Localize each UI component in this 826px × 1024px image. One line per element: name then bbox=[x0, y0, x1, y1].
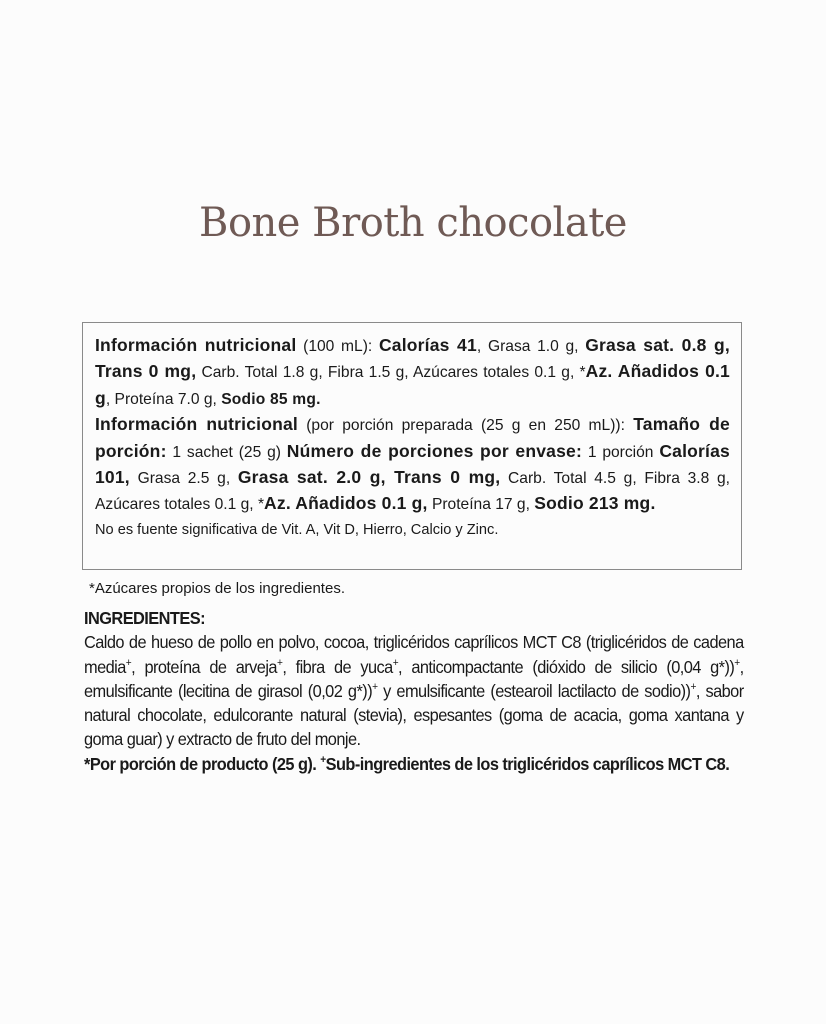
sodium-value: Sodio 213 mg. bbox=[534, 493, 656, 514]
plus-marker: + bbox=[690, 680, 696, 693]
nutrition-facts-box bbox=[82, 322, 742, 570]
nutrition-text: (por porción preparada (25 g en 250 mL)): bbox=[297, 417, 634, 435]
plus-marker: + bbox=[734, 656, 740, 669]
nutrition-text: Proteína 17 g, bbox=[427, 496, 535, 514]
nutrition-heading: Información nutricional bbox=[95, 335, 297, 355]
calories-value: Calorías 101, bbox=[95, 440, 730, 488]
ingredient-text: , emulsificante (lecitina de girasol (0,02 g*)) bbox=[84, 656, 744, 701]
nutrition-text: 1 sachet (25 g) bbox=[166, 443, 287, 461]
servings-label: Número de porciones por envase: bbox=[286, 440, 582, 461]
nutrition-text: Grasa 2.5 g, bbox=[129, 470, 238, 488]
added-sugar-value: Az. Añadidos 0.1 g, bbox=[264, 493, 428, 514]
product-title: Bone Broth chocolate bbox=[199, 200, 627, 246]
ingredient-text: , fibra de yuca bbox=[282, 656, 393, 677]
plus-marker: + bbox=[372, 680, 378, 693]
ingredients-text bbox=[84, 630, 744, 751]
serving-size-label: Tamaño de porción: bbox=[95, 414, 730, 461]
plus-marker: + bbox=[320, 753, 326, 766]
calories-value: Calorías 41 bbox=[378, 335, 477, 355]
ingredient-text: y emulsificante (estearoil lactilacto de sodio)) bbox=[377, 680, 691, 701]
nutrition-text: , Grasa 1.0 g, bbox=[476, 338, 586, 355]
serving-footnote: *Por porción de producto (25 g). bbox=[84, 753, 321, 774]
plus-marker: + bbox=[392, 656, 399, 669]
nutrition-text: Carb. Total 4.5 g, Fibra 3.8 g, Azúcares totales 0.1 g, * bbox=[95, 470, 730, 514]
nutrition-per-100ml bbox=[95, 333, 730, 412]
ingredient-text: , anticompactante (dióxido de silicio (0,04 g*)) bbox=[398, 656, 735, 677]
plus-marker: + bbox=[125, 656, 132, 669]
sodium-value: Sodio 85 mg. bbox=[221, 390, 321, 408]
sugar-footnote: *Azúcares propios de los ingredientes. bbox=[89, 580, 345, 597]
nutrition-text: , Proteína 7.0 g, bbox=[105, 390, 222, 408]
fat-value: Grasa sat. 2.0 g, Trans 0 mg, bbox=[237, 467, 501, 488]
ingredient-text: , sabor natural chocolate, edulcorante natural (stevia), espesantes (goma de acacia, goma xantana y goma guar) y extracto de fruto del monje. bbox=[84, 680, 744, 750]
ingredient-text: , proteína de arveja bbox=[131, 656, 277, 677]
ingredients-section bbox=[84, 606, 744, 776]
ingredient-text: Caldo de hueso de pollo en polvo, cocoa, triglicéridos caprílicos MCT C8 (triglicéridos de cadena media bbox=[84, 632, 744, 677]
nutrition-heading: Información nutricional bbox=[95, 414, 298, 435]
ingredients-heading: INGREDIENTES: bbox=[84, 608, 205, 628]
nutrition-note: No es fuente significativa de Vit. A, Vit D, Hierro, Calcio y Zinc. bbox=[95, 521, 499, 538]
nutrition-text: 1 porción bbox=[582, 443, 660, 461]
nutrition-text: Carb. Total 1.8 g, Fibra 1.5 g, Azúcares totales 0.1 g, * bbox=[196, 364, 586, 382]
nutrition-text: (100 mL): bbox=[296, 338, 379, 355]
added-sugar-value: Az. Añadidos 0.1 g bbox=[95, 361, 730, 408]
subingredient-footnote: Sub-ingredientes de los triglicéridos caprílicos MCT C8. bbox=[325, 753, 730, 774]
nutrition-per-serving bbox=[95, 412, 730, 518]
fat-value: Grasa sat. 0.8 g, Trans 0 mg, bbox=[95, 335, 730, 382]
plus-marker: + bbox=[276, 656, 283, 669]
ingredients-footnote bbox=[84, 752, 744, 776]
